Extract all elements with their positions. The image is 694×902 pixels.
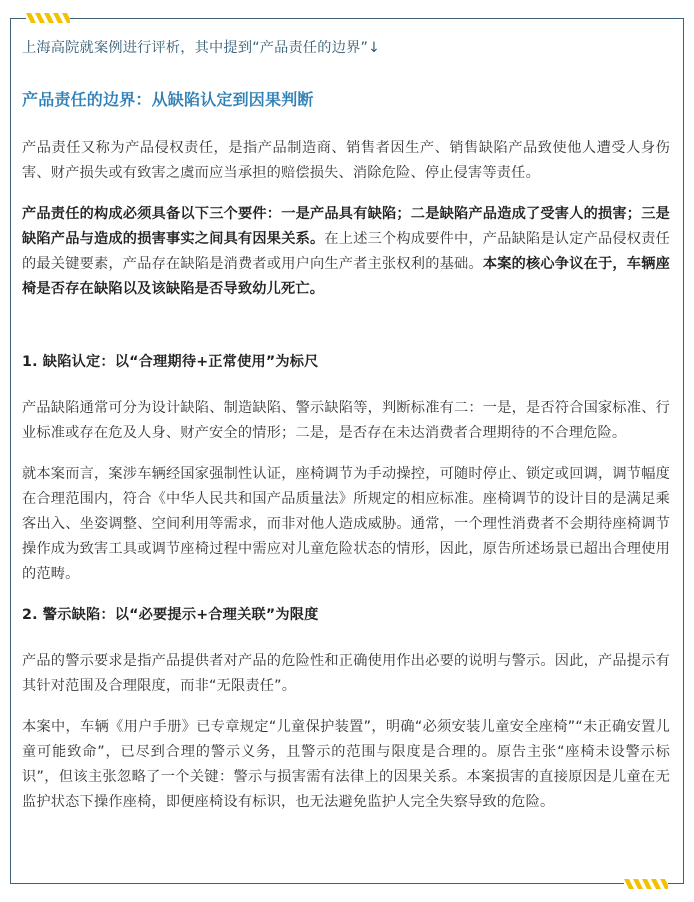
paragraph-defect-types: 产品缺陷通常可分为设计缺陷、制造缺陷、警示缺陷等，判断标准有二：一是，是否符合国家标准、行业标准或存在危及人身、财产安全的情形；二是，是否存在未达消费者合理期待的不合理危险。 [22,400,670,441]
yellow-stripes-icon [26,13,70,23]
elements-normal-text: 在上述三个构成要件中，产品缺陷是认定产品侵权责任的最关键要素，产品存在缺陷是消费者或用户向生产者主张权利的基础。 [22,231,670,272]
paragraph-warning-requirement: 产品的警示要求是指产品提供者对产品的危险性和正确使用作出必要的说明与警示。因此，产品提示有其针对范围及合理限度，而非“无限责任”。 [22,653,670,694]
intro-line: 上海高院就案例进行评析，其中提到“产品责任的边界”↓ [22,40,381,56]
subsection-title-warning: 2. 警示缺陷：以“必要提示+合理关联”为限度 [22,607,319,623]
paragraph-definition: 产品责任又称为产品侵权责任，是指产品制造商、销售者因生产、销售缺陷产品致使他人遭受人身伤害、财产损失或有致害之虞而应当承担的赔偿损失、消除危险、停止侵害等责任。 [22,140,670,181]
paragraph-case-analysis: 就本案而言，案涉车辆经国家强制性认证，座椅调节为手动操控，可随时停止、锁定或回调，调节幅度在合理范围内，符合《中华人民共和国产品质量法》所规定的相应标准。座椅调节的设计目的是满足乘客出入、坐姿调整、空间利用等需求，而非对他人造成威胁。通常，一个理性消费者不会期待座椅调节操作成为致害工具或调节座椅过程中需应对儿童危险状态的情形，因此，原告所述场景已超出合理使用的范畴。 [22,466,670,582]
paragraph-elements [22,202,670,302]
core-dispute-text: 本案的核心争议在于，车辆座椅是否存在缺陷以及该缺陷是否导致幼儿死亡。 [22,256,671,297]
elements-bold-text: 产品责任的构成必须具备以下三个要件：一是产品具有缺陷；二是缺陷产品造成了受害人的损害；三是缺陷产品与造成的损害事实之间具有因果关系。 [22,206,670,247]
paragraph-warning-case: 本案中，车辆《用户手册》已专章规定“儿童保护装置”，明确“必须安装儿童安全座椅”“未正确安置儿童可能致命”，已尽到合理的警示义务，且警示的范围与限度是合理的。原告主张“座椅未设警示标识”，但该主张忽略了一个关键：警示与损害需有法律上的因果关系。本案损害的直接原因是儿童在无监护状态下操作座椅，即便座椅设有标识，也无法避免监护人完全失察导致的危险。 [22,719,670,810]
section-heading: 产品责任的边界：从缺陷认定到因果判断 [22,90,314,109]
article-body [22,36,670,815]
yellow-stripes-icon [624,879,668,889]
subsection-title-defect: 1. 缺陷认定：以“合理期待+正常使用”为标尺 [22,354,319,370]
